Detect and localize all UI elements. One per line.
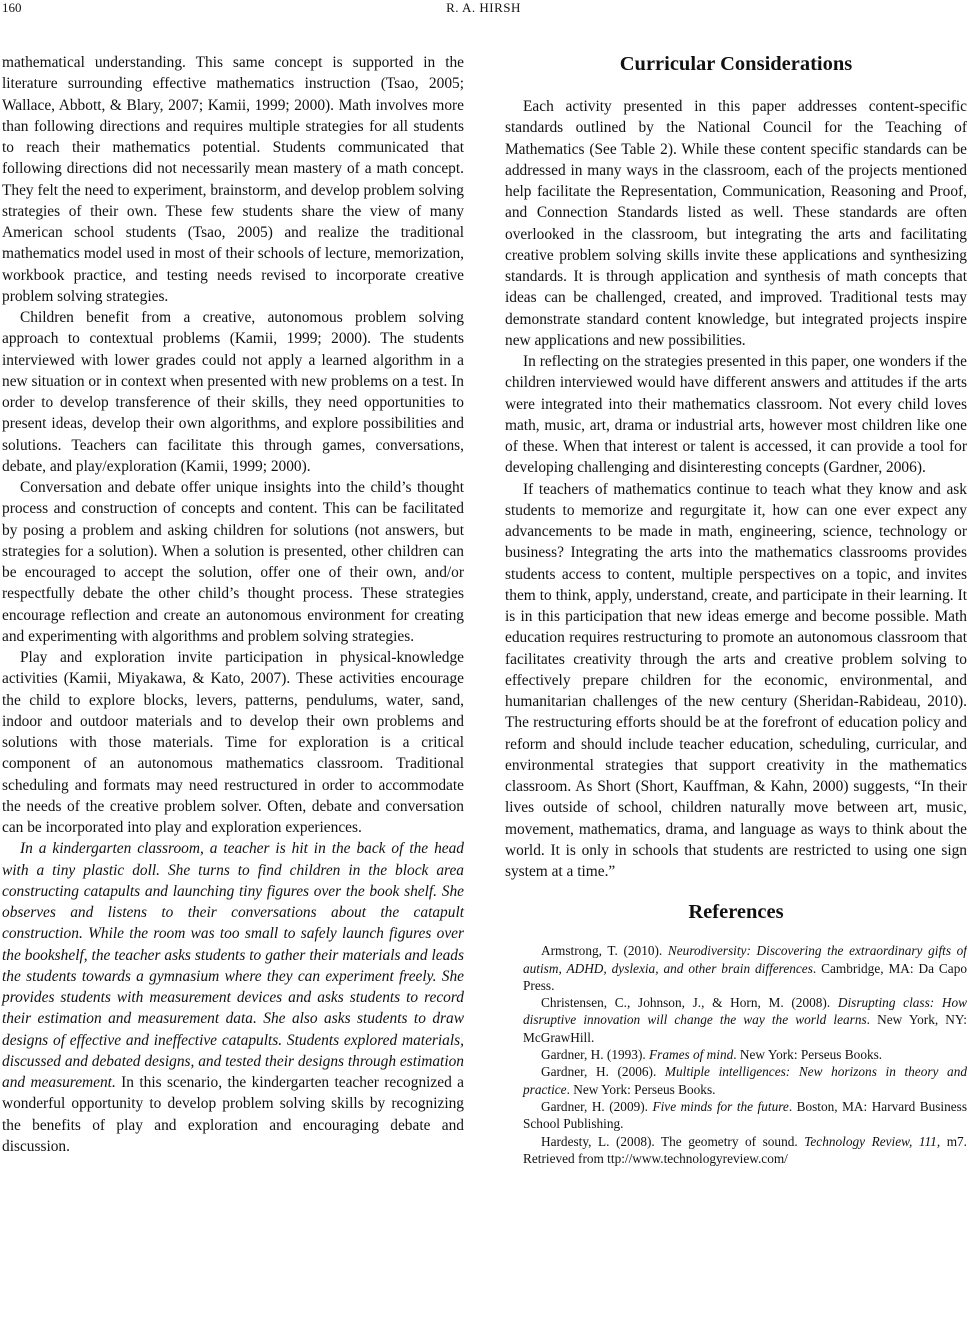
reference-item: Hardesty, L. (2008). The geometry of sound. Technology Review, 111, m7. Retrieved from ttp://www.technologyreview.com/: [523, 1133, 967, 1166]
body-paragraph: If teachers of mathematics continue to teach what they know and ask students to memorize and regurgitate it, how can one ever expect any advancements to be made in math, engineering, science, technology or business? Integrating the arts into the mathematics classrooms provides students access to content, multiple perspectives on a topic, and invites them to think, apply, understand, create, and participate in their learning. It is in this participation that new ideas emerge and become possible. Math education requires restructuring to promote an autonomous classroom that facilitates creativity through the arts and creative problem solving to effectively prepare children for the economic, environmental, and humanitarian challenges of the new century (Sheridan-Rabideau, 2010). The restructuring efforts should be at the forefront of education policy and reform and should include teacher education, scheduling, curricular, and environmental strategies that support creativity in the mathematics classroom. As Short (Short, Kauffman, & Kahn, 2000) suggests, “In their lives outside of school, children naturally move between art, music, movement, mathematics, drama, and language as ways to think about the world. It is only in schools that students are restricted to using one sign system at a time.”: [505, 480, 967, 880]
reference-item: Christensen, C., Johnson, J., & Horn, M. (2008). Disrupting class: How disruptive innovation will change the way the world learns. New York, NY: McGrawHill.: [523, 995, 967, 1045]
section-heading-curricular: Curricular Considerations: [619, 53, 853, 75]
page-header: [0, 0, 967, 22]
body-paragraph: Conversation and debate offer unique insights into the child’s thought process and construction of concepts and content. This can be facilitated by posing a problem and asking children for solutions (not answers, but strategies for a solution). When a solution is presented, other children can be encouraged to accept the solution, offer one of their own, and/or respectfully debate the other child’s thought process. These strategies encourage reflection and create an autonomous environment for creating and experimenting with algorithms and problem solving strategies.: [2, 479, 464, 645]
page-number: 160: [2, 0, 22, 15]
running-head: R. A. HIRSH: [446, 0, 521, 15]
scenario-italic-text: In a kindergarten classroom, a teacher is hit in the back of the head with a tiny plastic doll. She turns to find children in the block area constructing catapults and launching tiny figures over the book shelf. She observes and listens to their conversations about the catapult construction. While the room was too small to safely launch figures over the bookshelf, the teacher asks students to gather their materials and leads the students towards a gymnasium where they can experiment freely. She provides students with measurement devices and asks students to record their estimation and measurement data. She also asks students to draw designs of effective and ineffective catapults. Students explored materials, discussed and debated designs, and tested their designs through estimation and measurement.: [2, 840, 464, 1091]
reference-list: [505, 942, 967, 1167]
right-column: [505, 52, 967, 1167]
left-column: [2, 52, 464, 1157]
reference-item: Gardner, H. (2009). Five minds for the future. Boston, MA: Harvard Business School Publishing.: [523, 1098, 967, 1132]
body-paragraph: Children benefit from a creative, autonomous problem solving approach to contextual problems (Kamii, 1999; 2000). The students interviewed with lower grades could not apply a learned algorithm in a new situation or in context when presented with new problems on a test. In order to develop transference of their skills, they need opportunities to present ideas, develop their own algorithms, and explore possibilities and solutions. Teachers can facilitate this through games, conversations, debate, and play/exploration (Kamii, 1999; 2000).: [2, 309, 464, 475]
scenario-paragraph: [2, 838, 464, 1157]
scenario-conclusion-text: In this scenario, the kindergarten teacher recognized a wonderful opportunity to develop problem solving skills by recognizing the benefits of play and exploration and encouraging debate and discussion.: [2, 1074, 464, 1155]
reference-item: Armstrong, T. (2010). Neurodiversity: Discovering the extraordinary gifts of autism, ADHD, dyslexia, and other brain differences. Cambridge, MA: Da Capo Press.: [523, 943, 967, 993]
body-paragraph: In reflecting on the strategies presented in this paper, one wonders if the children interviewed would have different answers and attitudes if the arts were integrated into their mathematics classroom. Not every child loves math, music, art, drama or industrial arts, however most children like one of these. When that interest or talent is accessed, it can provide a tool for developing challenging and disinteresting concepts (Gardner, 2006).: [505, 353, 967, 477]
reference-item: Gardner, H. (1993). Frames of mind. New York: Perseus Books.: [541, 1047, 883, 1063]
body-paragraph: mathematical understanding. This same concept is supported in the literature surrounding effective mathematics instruction (Tsao, 2005; Wallace, Abbott, & Blary, 2007; Kamii, 1999; 2000). Math involves more than following directions and requires multiple strategies for all students to reach their mathematics potential. Students communicated that following directions did not necessarily mean mastery of a math concept. They felt the need to experiment, brainstorm, and develop problem solving strategies of their own. These few students share the view of many American school students (Tsao, 2005) and realize the traditional mathematics model used in most of their schools of lecture, memorization, workbook practice, and testing needs revised to incorporate creative problem solving strategies.: [2, 54, 464, 305]
section-heading-references: References: [688, 901, 784, 924]
reference-item: Gardner, H. (2006). Multiple intelligences: New horizons in theory and practice. New York: Perseus Books.: [523, 1064, 967, 1097]
body-paragraph: Each activity presented in this paper addresses content-specific standards outlined by the National Council for the Teaching of Mathematics (See Table 2). While these content specific standards can be addressed in many ways in the classroom, each of the projects mentioned help facilitate the Representation, Communication, Reasoning and Proof, and Connection Standards listed as well. These standards are often overlooked in the classroom, but integrating the arts and facilitating creative problem solving skills invite these applications and synthesizing standards. It is through application and synthesis of math concepts that ideas can be challenged, created, and improved. Traditional tests may demonstrate standard content knowledge, but integrated projects inspire new applications and new possibilities.: [505, 98, 967, 349]
body-paragraph: Play and exploration invite participation in physical-knowledge activities (Kamii, Miyakawa, & Kato, 2007). These activities encourage the child to explore blocks, levers, patterns, pendulums, water, sand, indoor and outdoor materials and to develop their own problems and solutions with those materials. Time for exploration is a critical component of an autonomous mathematics classroom. Traditional scheduling and formats may need restructured in order to accommodate the needs of the creative problem solver. Often, debate and conversation can be incorporated into play and exploration experiences.: [2, 649, 464, 836]
